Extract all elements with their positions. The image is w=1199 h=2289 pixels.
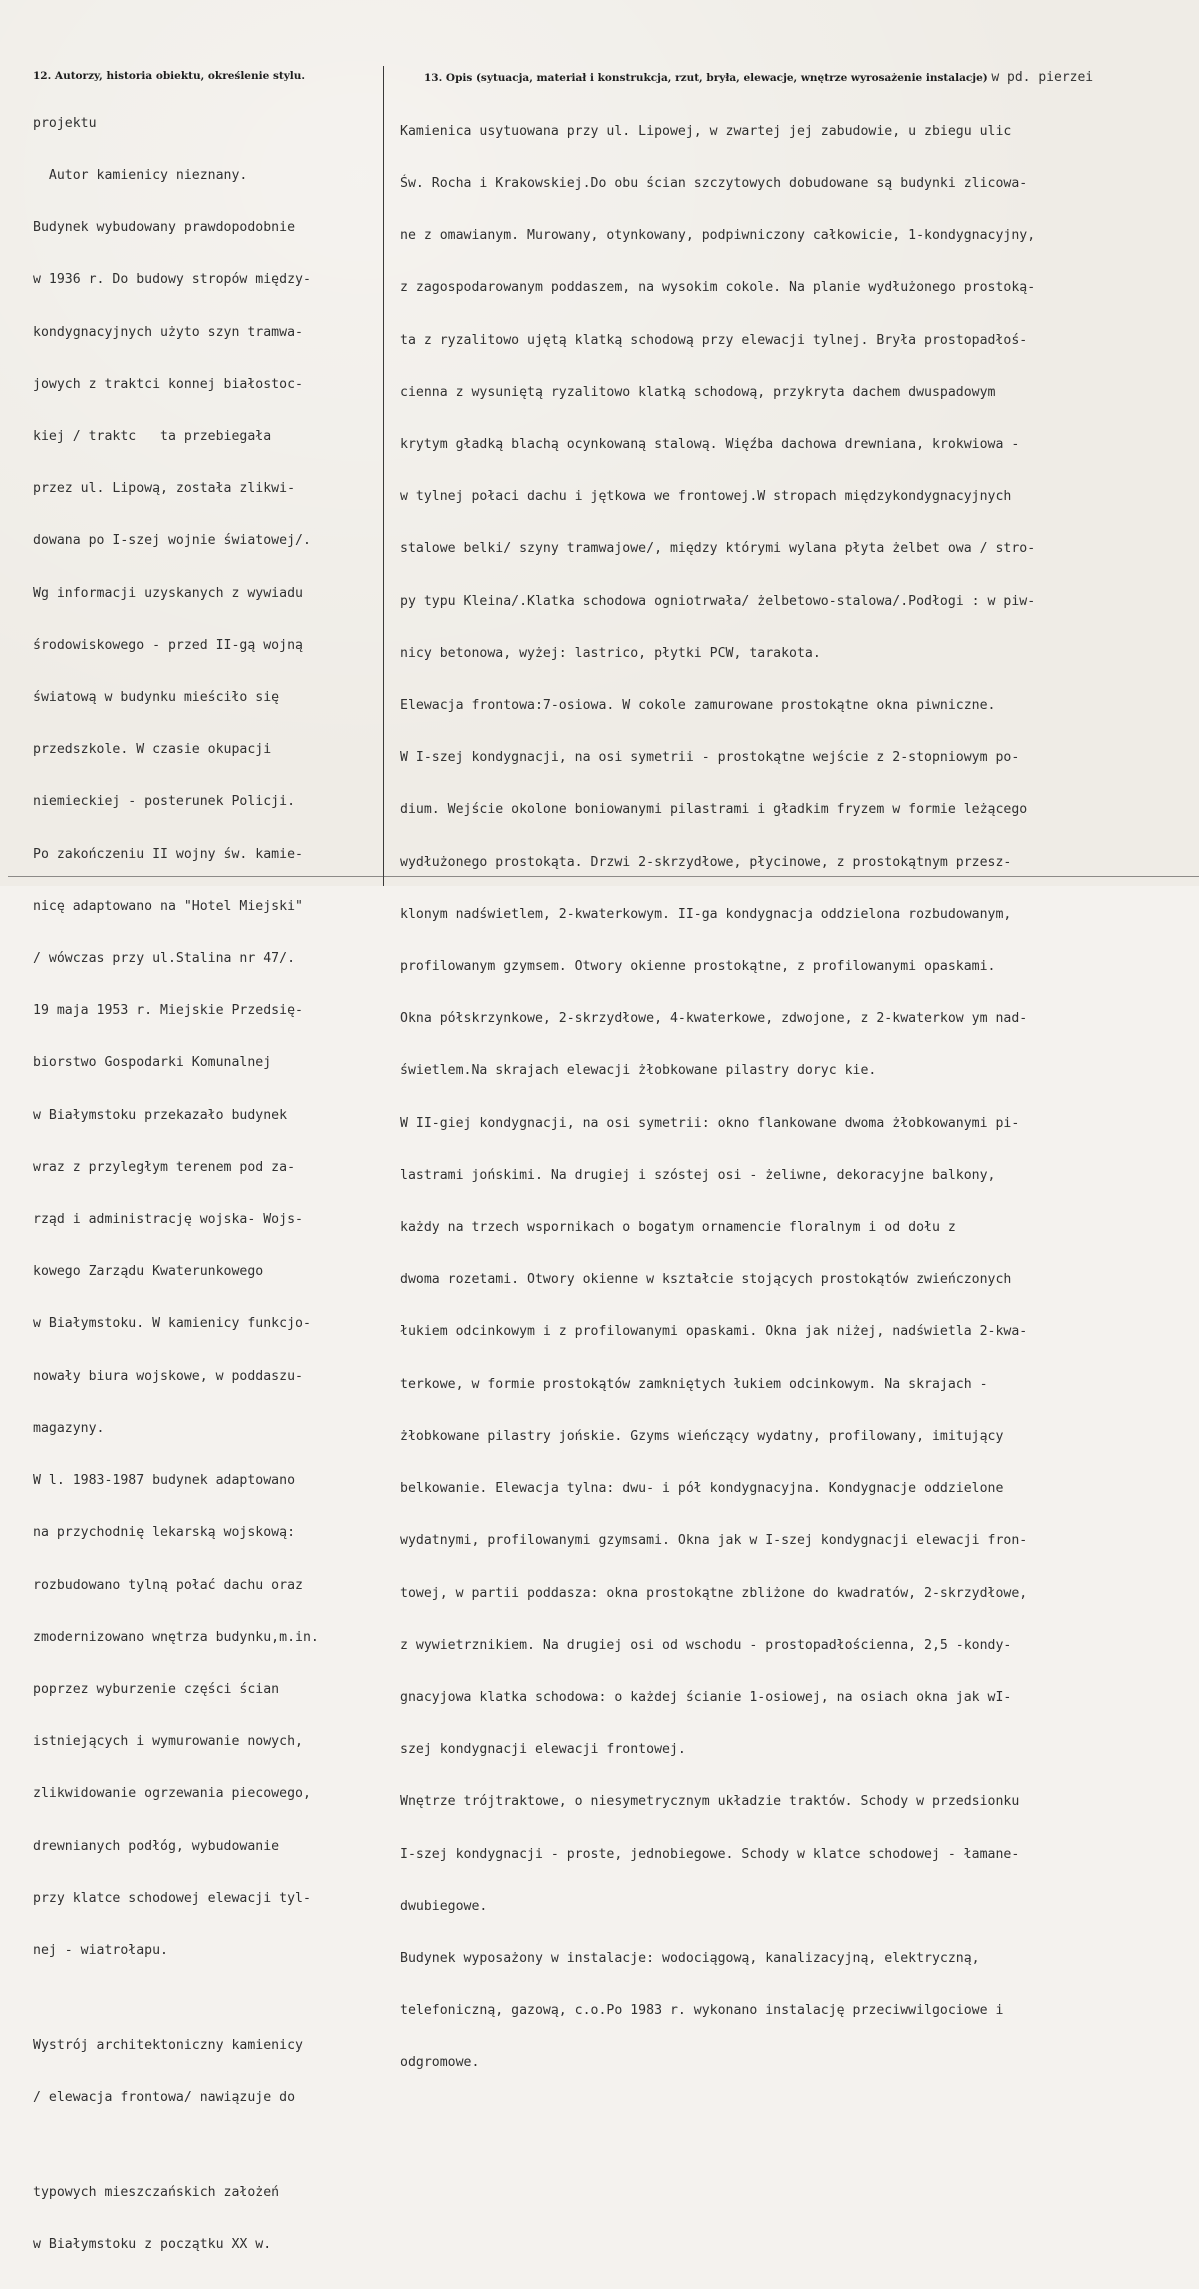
text-line: przy klatce schodowej elewacji tyl-: [33, 1890, 311, 1906]
text-line: ne z omawianym. Murowany, otynkowany, podpiwniczony całkowicie, 1-kondygnacyjny,: [400, 228, 1036, 244]
text-line: kowego Zarządu Kwaterunkowego: [33, 1264, 264, 1280]
section-12-body: [33, 80, 378, 2289]
text-line: światową w budynku mieściło się: [33, 690, 280, 706]
text-line: nicy betonowa, wyżej: lastrico, płytki PCW, tarakota.: [400, 645, 821, 661]
text-line: zlikwidowanie ogrzewania piecowego,: [33, 1786, 311, 1802]
text-line: telefoniczną, gazową, c.o.Po 1983 r. wykonano instalację przeciwwilgociowe i: [400, 2003, 1004, 2019]
text-line: dium. Wejście okolone boniowanymi pilastrami i gładkim fryzem w formie leżącego: [400, 802, 1028, 818]
text-line: profilowanym gzymsem. Otwory okienne prostokątne, z profilowanymi opaskami.: [400, 959, 996, 975]
text-line: ta z ryzalitowo ujętą klatką schodową przy elewacji tylnej. Bryła prostopadłoś-: [400, 332, 1028, 348]
text-line: z wywietrznikiem. Na drugiej osi od wschodu - prostopadłościenna, 2,5 -kondy-: [400, 1637, 1012, 1653]
text-line: na przychodnię lekarską wojskową:: [33, 1525, 296, 1541]
text-line: rząd i administrację wojska- Wojs-: [33, 1212, 303, 1228]
paragraph-gap: [33, 2141, 378, 2149]
text-line: Po zakończeniu II wojny św. kamie-: [33, 846, 303, 862]
text-line: poprzez wyburzenie części ścian: [33, 1681, 280, 1697]
text-line: w Białymstoku. W kamienicy funkcjo-: [33, 1316, 311, 1332]
paragraph-gap: [33, 1994, 378, 2002]
section-12-heading: 12. Autorzy, historia obiektu, określenie stylu.: [33, 70, 306, 82]
text-line: nicę adaptowano na "Hotel Miejski": [33, 898, 303, 914]
section-13-heading-text: 13. Opis (sytuacja, materiał i konstrukcja, rzut, bryła, elewacje, wnętrze wyrosażenie instalacje): [424, 72, 988, 84]
text-line: krytym gładką blachą ocynkowaną stalową. Więźba dachowa drewniana, krokwiowa -: [400, 437, 1020, 453]
text-line: I-szej kondygnacji - proste, jednobiegowe. Schody w klatce schodowej - łamane-: [400, 1846, 1020, 1862]
text-line: belkowanie. Elewacja tylna: dwu- i pół kondygnacyjna. Kondygnacje oddzielone: [400, 1481, 1004, 1497]
column-divider: [383, 66, 384, 886]
text-line: w tylnej połaci dachu i jętkowa we frontowej.W stropach międzykondygnacyjnych: [400, 489, 1012, 505]
text-line: Okna półskrzynkowe, 2-skrzydłowe, 4-kwaterkowe, zdwojone, z 2-kwaterkow ym nad-: [400, 1011, 1028, 1027]
text-line: nowały biura wojskowe, w poddaszu-: [33, 1368, 303, 1384]
text-line: w 1936 r. Do budowy stropów między-: [33, 272, 311, 288]
text-line: szej kondygnacji elewacji frontowej.: [400, 1742, 686, 1758]
text-line: drewnianych podłóg, wybudowanie: [33, 1838, 280, 1854]
text-line: przedszkole. W czasie okupacji: [33, 742, 272, 758]
text-line: kiej / traktc ta przebiegała: [33, 429, 272, 445]
text-line: cienna z wysuniętą ryzalitowo klatką schodową, przykryta dachem dwuspadowym: [400, 384, 996, 400]
text-line: W l. 1983-1987 budynek adaptowano: [33, 1473, 296, 1489]
text-line: stalowe belki/ szyny tramwajowe/, między którymi wylana płyta żelbet owa / stro-: [400, 541, 1036, 557]
text-line: odgromowe.: [400, 2055, 480, 2071]
text-line: towej, w partii poddasza: okna prostokątne zbliżone do kwadratów, 2-skrzydłowe,: [400, 1585, 1028, 1601]
text-line: wydatnymi, profilowanymi gzymsami. Okna jak w I-szej kondygnacji elewacji fron-: [400, 1533, 1028, 1549]
text-line: wraz z przyległym terenem pod za-: [33, 1159, 296, 1175]
text-line: przez ul. Lipową, została zlikwi-: [33, 481, 296, 497]
text-line: dowana po I-szej wojnie światowej/.: [33, 533, 311, 549]
text-line: W I-szej kondygnacji, na osi symetrii - prostokątne wejście z 2-stopniowym po-: [400, 750, 1020, 766]
section-13-heading: [424, 70, 1093, 85]
text-line: wydłużonego prostokąta. Drzwi 2-skrzydłowe, płycinowe, z prostokątnym przesz-: [400, 854, 1012, 870]
text-line: każdy na trzech wspornikach o bogatym ornamencie floralnym i od dołu z: [400, 1220, 956, 1236]
text-line: biorstwo Gospodarki Komunalnej: [33, 1055, 272, 1071]
text-line: 19 maja 1953 r. Miejskie Przedsię-: [33, 1003, 303, 1019]
text-line: Kamienica usytuowana przy ul. Lipowej, w zwartej jej zabudowie, u zbiegu ulic: [400, 123, 1012, 139]
text-line: lastrami jońskimi. Na drugiej i szóstej osi - żeliwne, dekoracyjne balkony,: [400, 1167, 996, 1183]
text-line: Autor kamienicy nieznany.: [33, 168, 248, 184]
text-line: w Białymstoku z początku XX w.: [33, 2237, 272, 2253]
text-line: Elewacja frontowa:7-osiowa. W cokole zamurowane prostokątne okna piwniczne.: [400, 698, 996, 714]
text-line: terkowe, w formie prostokątów zamkniętych łukiem odcinkowym. Na skrajach -: [400, 1376, 988, 1392]
section-13-heading-handnote: w pd. pierzei: [991, 70, 1094, 85]
text-line: środowiskowego - przed II-gą wojną: [33, 637, 303, 653]
text-line: Wystrój architektoniczny kamienicy: [33, 2037, 303, 2053]
text-line: projektu: [33, 115, 97, 131]
text-line: łukiem odcinkowym i z profilowanymi opaskami. Okna jak niżej, nadświetla 2-kwa-: [400, 1324, 1028, 1340]
text-line: w Białymstoku przekazało budynek: [33, 1107, 288, 1123]
text-line: nej - wiatrołapu.: [33, 1942, 168, 1958]
text-line: dwoma rozetami. Otwory okienne w kształcie stojących prostokątów zwieńczonych: [400, 1272, 1012, 1288]
text-line: / elewacja frontowa/ nawiązuje do: [33, 2090, 296, 2106]
text-line: niemieckiej - posterunek Policji.: [33, 794, 296, 810]
text-line: żłobkowane pilastry jońskie. Gzyms wieńczący wydatny, profilowany, imitujący: [400, 1428, 1004, 1444]
text-line: rozbudowano tylną połać dachu oraz: [33, 1577, 303, 1593]
text-line: / wówczas przy ul.Stalina nr 47/.: [33, 951, 296, 967]
text-line: W II-giej kondygnacji, na osi symetrii: okno flankowane dwoma żłobkowanymi pi-: [400, 1115, 1020, 1131]
text-line: klonym nadświetlem, 2-kwaterkowym. II-ga kondygnacja oddzielona rozbudowanym,: [400, 906, 1012, 922]
text-line: zmodernizowano wnętrza budynku,m.in.: [33, 1629, 319, 1645]
text-line: jowych z traktci konnej białostoc-: [33, 376, 303, 392]
text-line: istniejących i wymurowanie nowych,: [33, 1734, 303, 1750]
text-line: gnacyjowa klatka schodowa: o każdej ścianie 1-osiowej, na osiach okna jak wI-: [400, 1689, 1012, 1705]
text-line: z zagospodarowanym poddaszem, na wysokim cokole. Na planie wydłużonego prostoką-: [400, 280, 1036, 296]
text-line: dwubiegowe.: [400, 1898, 488, 1914]
text-line: magazyny.: [33, 1420, 105, 1436]
section-13-body: [400, 88, 1190, 2107]
text-line: py typu Kleina/.Klatka schodowa ogniotrwała/ żelbetowo-stalowa/.Podłogi : w piw-: [400, 593, 1036, 609]
text-line: Budynek wyposażony w instalacje: wodociągową, kanalizacyjną, elektryczną,: [400, 1950, 980, 1966]
text-line: Wg informacji uzyskanych z wywiadu: [33, 585, 303, 601]
text-line: świetlem.Na skrajach elewacji żłobkowane pilastry doryc kie.: [400, 1063, 877, 1079]
text-line: Wnętrze trójtraktowe, o niesymetrycznym układzie traktów. Schody w przedsionku: [400, 1794, 1020, 1810]
text-line: kondygnacyjnych użyto szyn tramwa-: [33, 324, 303, 340]
text-line: typowych mieszczańskich założeń: [33, 2185, 280, 2201]
text-line: Św. Rocha i Krakowskiej.Do obu ścian szczytowych dobudowane są budynki zlicowa-: [400, 176, 1028, 192]
text-line: Budynek wybudowany prawdopodobnie: [33, 220, 296, 236]
